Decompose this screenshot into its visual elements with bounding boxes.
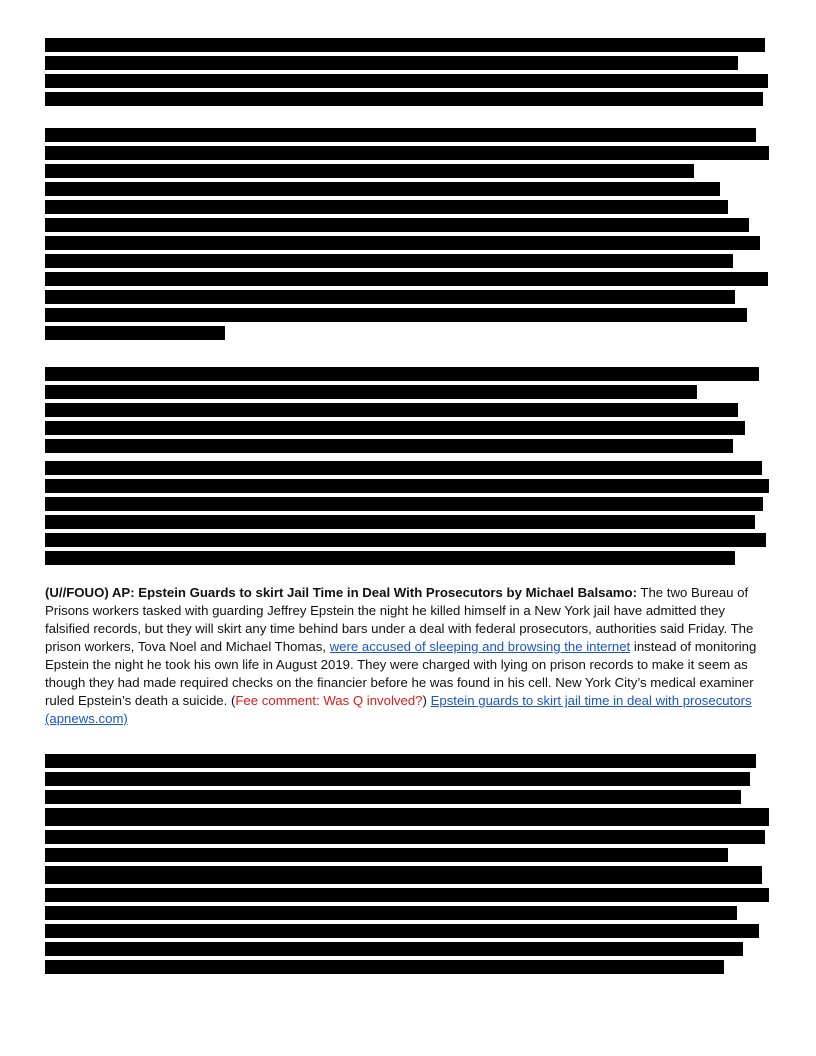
redaction-bar: [45, 254, 733, 268]
redaction-bar: [45, 218, 749, 232]
redaction-bar: [45, 888, 769, 902]
redaction-bar: [45, 551, 735, 565]
redaction-bar: [45, 461, 762, 475]
redaction-bar: [45, 92, 763, 106]
article-paragraph: [45, 584, 773, 728]
redaction-bar: [45, 128, 756, 142]
article-text-1: The two Bureau of Prisons workers tasked with guarding Jeffrey Epstein the night he killed himself in a New York jail have admitted they falsified records, but they will skirt any time behind bars under a deal with federal prosecutors, authorities said Friday. The prison workers, Tova Noel and Michael Thomas,: [45, 585, 754, 654]
redaction-bar: [45, 754, 756, 768]
redaction-bar: [45, 808, 769, 826]
redaction-bar: [45, 515, 755, 529]
source-link[interactable]: Epstein guards to skirt jail time in deal with prosecutors (apnews.com): [45, 693, 752, 726]
redaction-bar: [45, 960, 724, 974]
redaction-bar: [45, 308, 747, 322]
redaction-bar: [45, 56, 738, 70]
redaction-bar: [45, 182, 720, 196]
redaction-bar: [45, 164, 694, 178]
redaction-bar: [45, 790, 741, 804]
redaction-bar: [45, 497, 763, 511]
redaction-bar: [45, 479, 769, 493]
redaction-bar: [45, 272, 768, 286]
redaction-bar: [45, 236, 760, 250]
redaction-bar: [45, 533, 766, 547]
article-text-2: instead of monitoring Epstein the night he took his own life in August 2019. They were charged with lying on prison records to make it seem as though they had made required checks on the financier before he was found in his cell. New York City’s medical examiner ruled Epstein’s death a suicide.: [45, 639, 757, 708]
redaction-bar: [45, 942, 743, 956]
redaction-bar: [45, 290, 735, 304]
redaction-bar: [45, 866, 762, 884]
redaction-bar: [45, 403, 738, 417]
redaction-bar: [45, 906, 737, 920]
comment-close-paren: ): [422, 693, 431, 708]
article-inline-link[interactable]: were accused of sleeping and browsing the internet: [329, 639, 631, 654]
redaction-bar: [45, 439, 733, 453]
redaction-bar: [45, 326, 225, 340]
article-headline: (U//FOUO) AP: Epstein Guards to skirt Jail Time in Deal With Prosecutors by Michael Balsamo:: [45, 585, 637, 600]
redaction-bar: [45, 146, 769, 160]
redaction-bar: [45, 924, 759, 938]
comment-open-paren: (: [230, 693, 236, 708]
redaction-bar: [45, 772, 750, 786]
redaction-bar: [45, 38, 765, 52]
article-body: [45, 584, 773, 728]
redaction-bar: [45, 421, 745, 435]
redaction-bar: [45, 385, 697, 399]
redaction-bar: [45, 848, 728, 862]
redaction-bar: [45, 74, 768, 88]
redaction-bar: [45, 830, 765, 844]
redaction-bar: [45, 200, 728, 214]
fee-comment: Fee comment: Was Q involved?: [235, 693, 423, 708]
redaction-bar: [45, 367, 759, 381]
